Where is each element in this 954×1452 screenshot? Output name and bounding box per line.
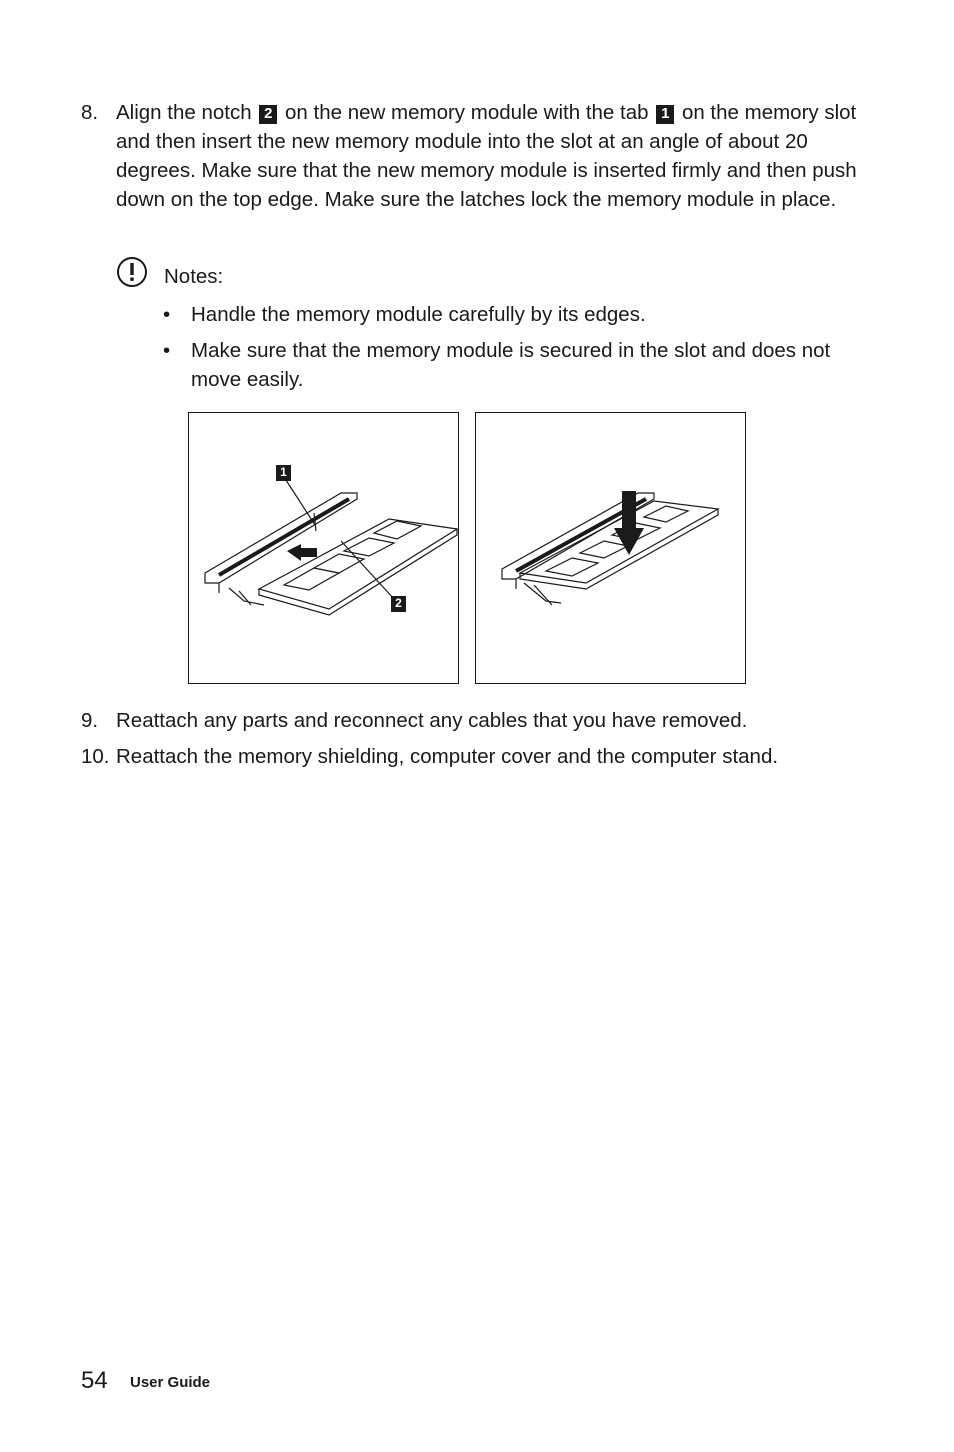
- step-number: 9.: [81, 709, 99, 732]
- exclamation-circle-icon: [116, 256, 148, 288]
- step-text-part: on the new memory module with the tab: [285, 101, 649, 124]
- step-text: [116, 98, 871, 214]
- bullet-icon: •: [163, 339, 171, 362]
- figure-insert-angle: [188, 412, 459, 684]
- bullet-text: Make sure that the memory module is secured in the slot and does not move easily.: [191, 339, 831, 391]
- step-9: [81, 706, 871, 735]
- footer-title: User Guide: [130, 1374, 211, 1391]
- bullet-icon: •: [163, 303, 171, 326]
- step-number: 8.: [81, 101, 99, 124]
- step-text-part: Align the notch: [116, 101, 252, 124]
- list-item: [163, 300, 853, 329]
- step-10: [81, 742, 871, 771]
- list-item: [163, 336, 853, 394]
- step-number: 10.: [81, 745, 110, 768]
- page-number: 54: [81, 1367, 108, 1394]
- figure-callout-2: 2: [391, 596, 406, 612]
- step-text: Reattach the memory shielding, computer cover and the computer stand.: [116, 745, 779, 768]
- notes-label: Notes:: [164, 265, 224, 288]
- step-text: Reattach any parts and reconnect any cables that you have removed.: [116, 709, 748, 732]
- step-8: [81, 98, 871, 214]
- callout-badge: 1: [656, 105, 674, 124]
- memory-slot-illustration: [476, 413, 745, 683]
- figure-press-down: [475, 412, 746, 684]
- step-text-part: on the memory slot and then insert the new memory module into the slot at an angle of about 20 degrees. Make sure that the new memory module is inserted firmly and then push down on the top edge. Make sure the latches lock the memory module in place.: [116, 101, 857, 211]
- memory-slot-illustration: [189, 413, 458, 683]
- figure-callout-1: 1: [276, 465, 291, 481]
- bullet-text: Handle the memory module carefully by its edges.: [191, 303, 646, 326]
- callout-badge: 2: [259, 105, 277, 124]
